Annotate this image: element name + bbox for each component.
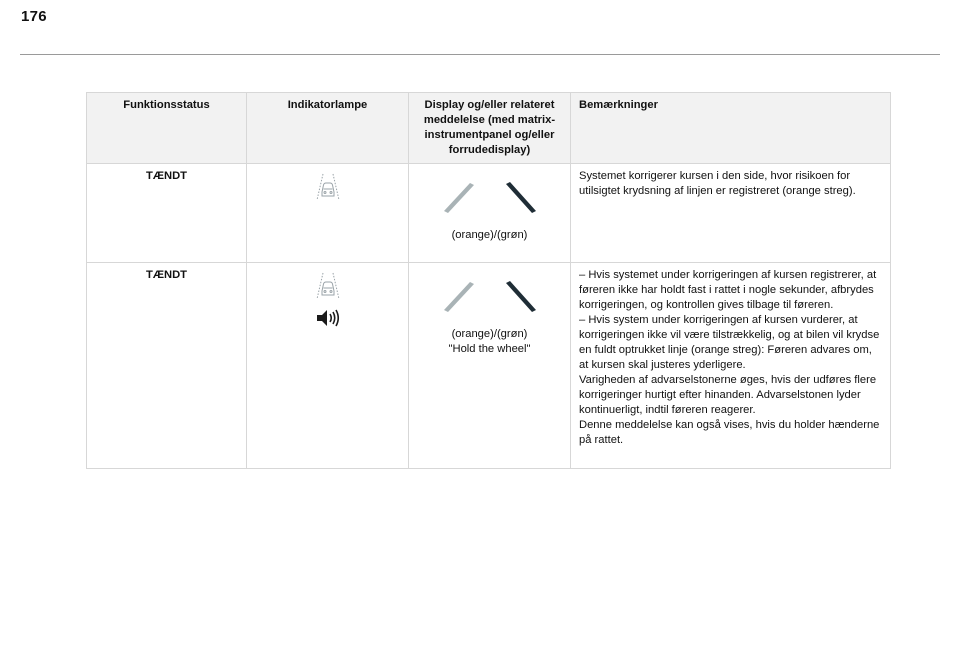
header-divider (20, 54, 940, 55)
header-funktionsstatus: Funktionsstatus (87, 93, 247, 164)
lane-keep-assist-icon (314, 271, 342, 301)
page-number: 176 (21, 8, 47, 25)
remarks-cell (571, 164, 891, 263)
lane-display (417, 281, 562, 313)
status-cell (87, 263, 247, 469)
remarks-text: Denne meddelelse kan også vises, hvis du holder hænderne på rattet. (579, 419, 880, 446)
display-message: "Hold the wheel" (448, 343, 531, 355)
display-caption: (orange)/(grøn) (451, 229, 528, 241)
display-cell (409, 164, 571, 263)
indicator-cell (247, 164, 409, 263)
table-row (87, 164, 891, 263)
status-text: TÆNDT (145, 269, 187, 281)
status-text: TÆNDT (145, 170, 187, 182)
lane-display (417, 182, 562, 214)
header-display: Display og/eller relateret meddelelse (med matrix-instrumentpanel og/eller forrudedisplay) (409, 93, 571, 164)
remarks-text: Varigheden af advarselstonerne øges, hvis der udføres flere korrigeringer hurtigt efter hinanden. Advarselstonen lyder kontinuerligt, indtil føreren reagerer. (579, 374, 877, 416)
remarks-text: Systemet korrigerer kursen i den side, hvor risikoen for utilsigtet krydsning af linjen er registreret (orange streg). (579, 170, 856, 197)
left-lane-line-icon (443, 281, 475, 313)
display-caption: (orange)/(grøn) (451, 328, 528, 340)
indicator-cell (247, 263, 409, 469)
right-lane-line-icon (505, 182, 537, 214)
table-header-row (87, 93, 891, 164)
right-lane-line-icon (505, 281, 537, 313)
function-status-table (86, 92, 891, 469)
header-indikatorlampe: Indikatorlampe (247, 93, 409, 164)
remarks-cell (571, 263, 891, 469)
header-bemaerkninger: Bemærkninger (571, 93, 891, 164)
sound-alert-icon (316, 309, 340, 327)
status-cell (87, 164, 247, 263)
remarks-text: – Hvis systemet under korrigeringen af kursen registrerer, at føreren ikke har holdt fast i rattet i nogle sekunder, afbrydes korrigeringen, og kontrollen gives tilbage til føreren. (579, 269, 877, 311)
display-cell (409, 263, 571, 469)
lane-keep-assist-icon (314, 172, 342, 202)
remarks-text: – Hvis system under korrigeringen af kursen vurderer, at korrigeringen ikke vil være tilstrækkelig, og at bilen vil krydse en fuldt optrukket linje (orange streg): Føreren advares om, at kursen skal justeres yderligere. (579, 314, 880, 371)
table-row (87, 263, 891, 469)
left-lane-line-icon (443, 182, 475, 214)
